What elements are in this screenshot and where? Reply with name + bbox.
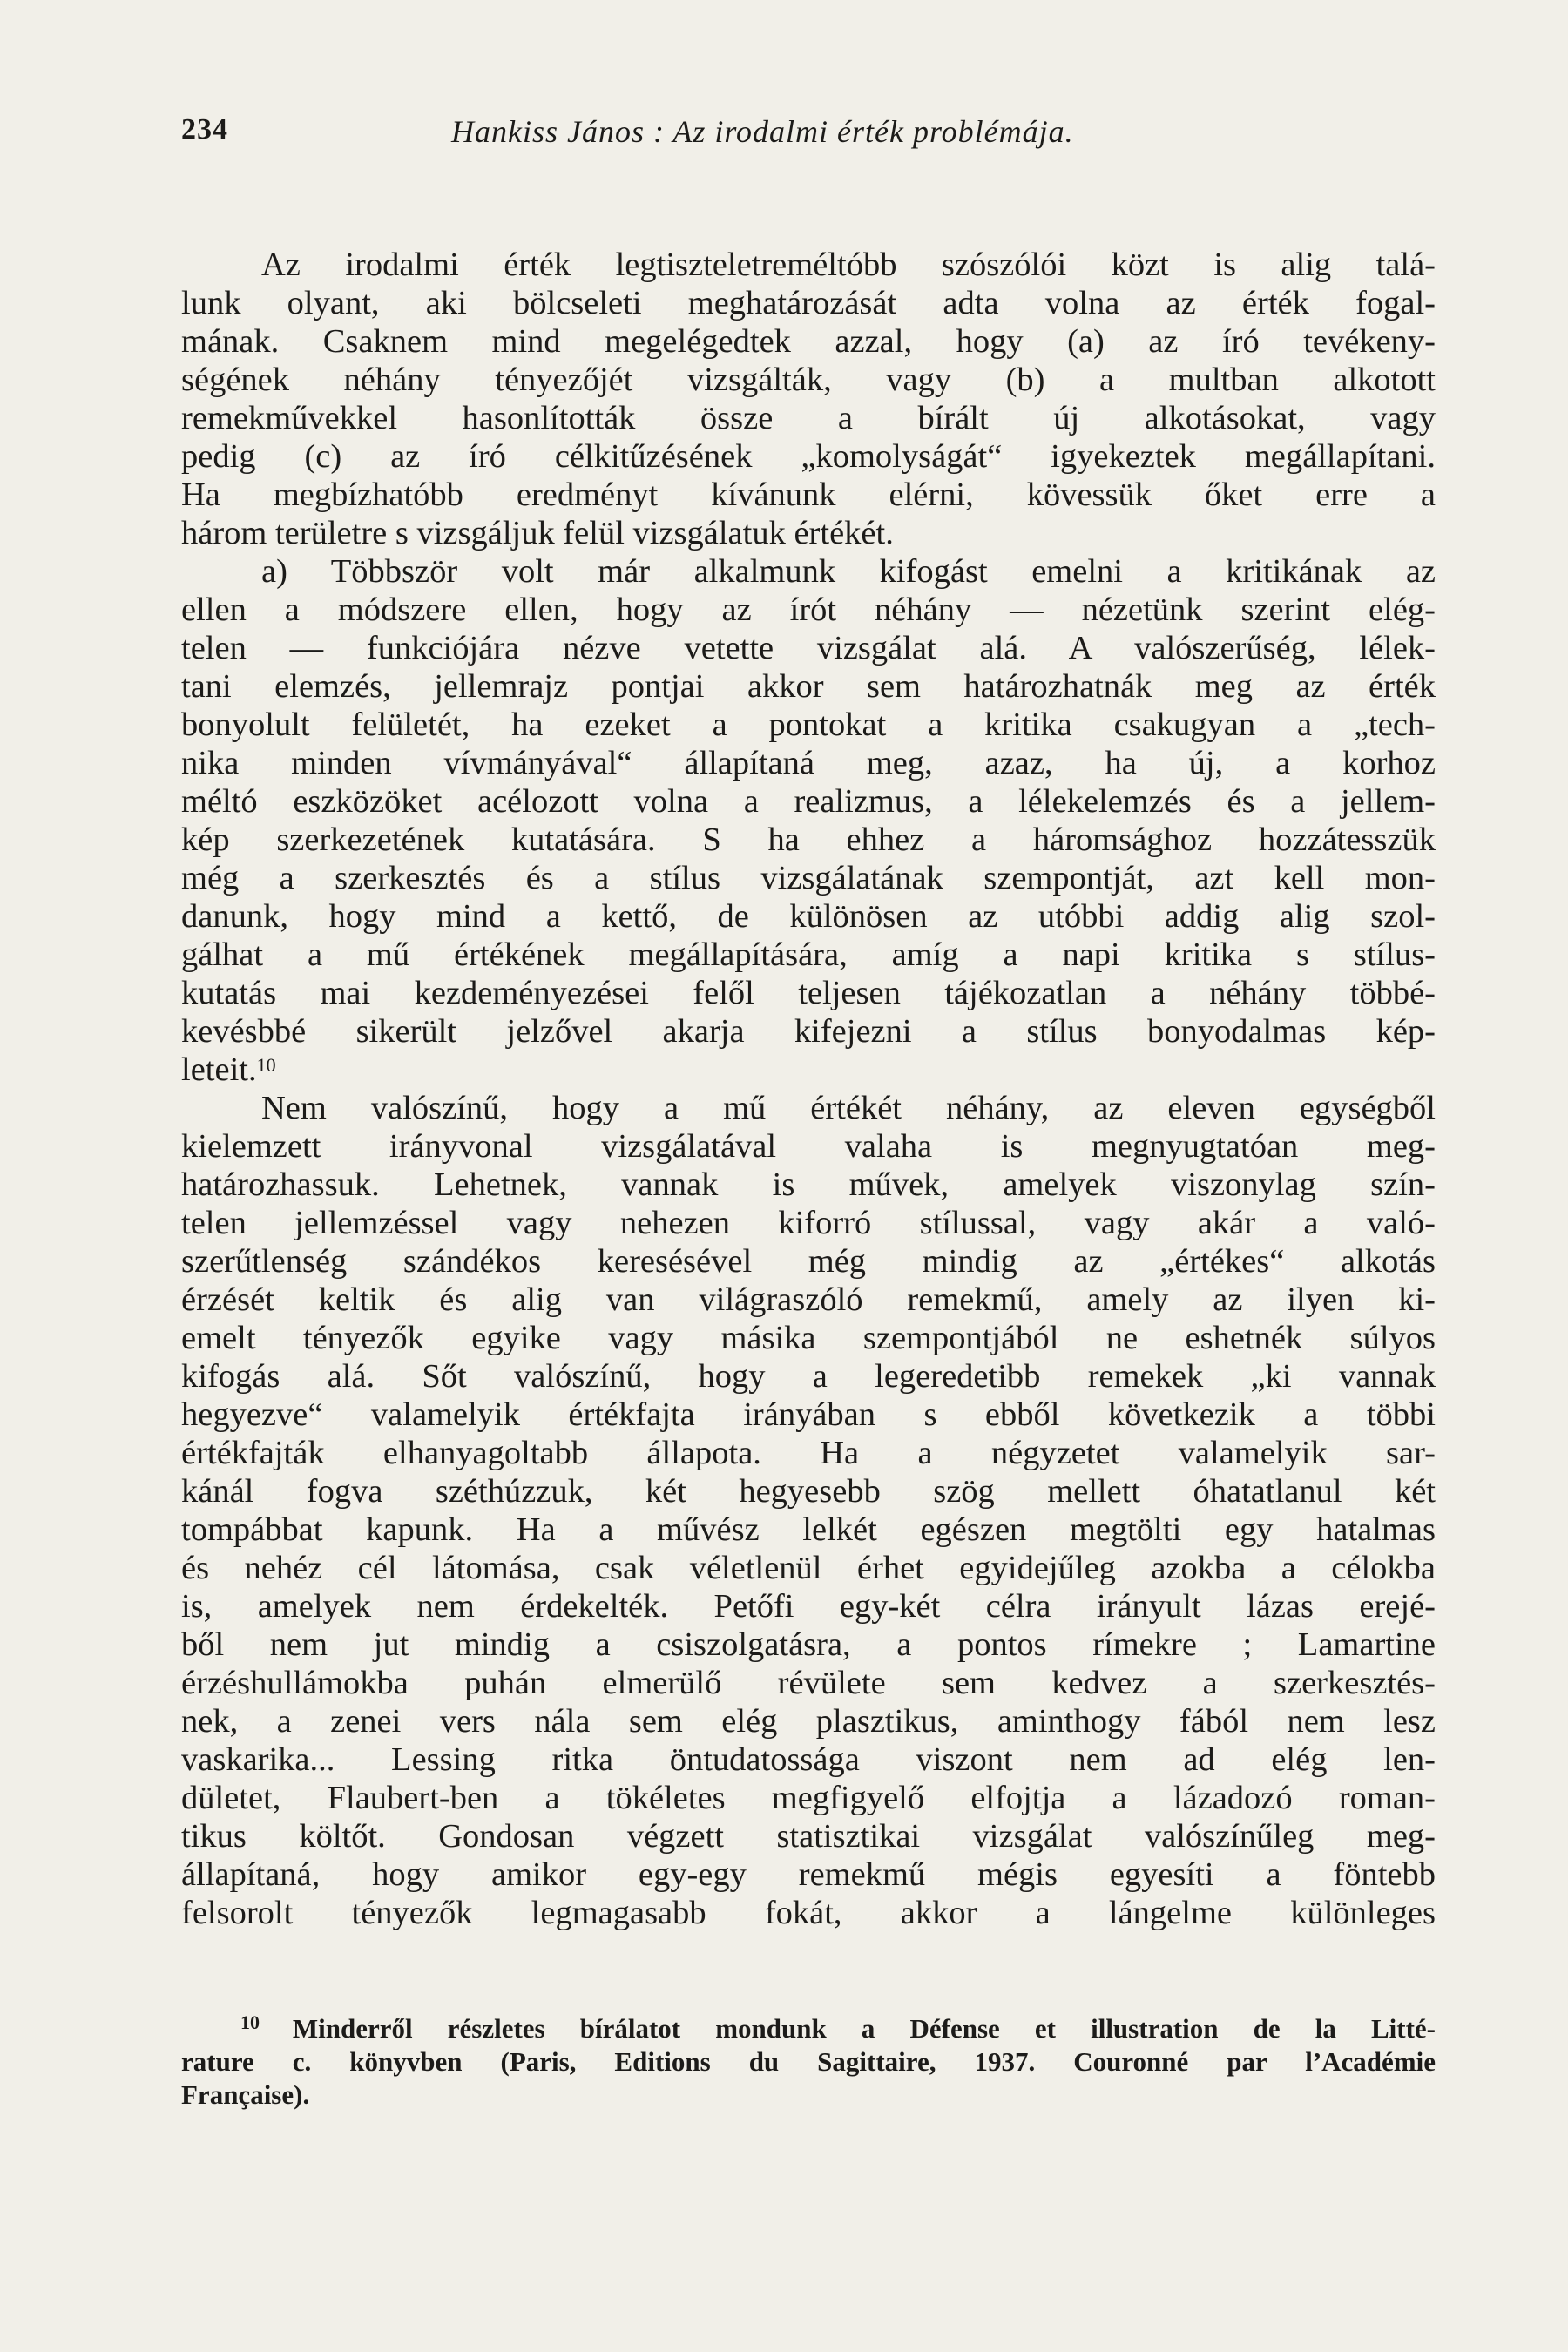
body-line xyxy=(181,1549,1436,1587)
body-line xyxy=(181,322,1436,361)
body-line xyxy=(181,859,1436,897)
page-header xyxy=(181,113,1436,166)
body-line-text: méltó eszközöket acélozott volna a realizmus, a lélekelemzés és a jellem- xyxy=(181,783,1436,820)
body-line xyxy=(181,1396,1436,1434)
footnote-line xyxy=(181,2078,1436,2112)
body-line xyxy=(181,1434,1436,1472)
body-text xyxy=(181,246,1436,1932)
body-line xyxy=(181,667,1436,706)
body-line-text: tani elemzés, jellemrajz pontjai akkor sem határozhatnák meg az érték xyxy=(181,668,1436,705)
body-line-text: határozhassuk. Lehetnek, vannak is művek, amelyek viszonylag szín- xyxy=(181,1166,1436,1203)
body-line xyxy=(181,1204,1436,1242)
footnote-line-text: Minderről részletes bírálatot mondunk a Défense et illustration de la Litté- xyxy=(292,2013,1436,2044)
body-line xyxy=(181,821,1436,859)
body-line xyxy=(181,1127,1436,1166)
body-line xyxy=(181,552,1436,591)
body-line-text: vaskarika... Lessing ritka öntudatossága viszont nem ad elég len- xyxy=(181,1741,1436,1778)
body-line xyxy=(181,1166,1436,1204)
body-line xyxy=(181,361,1436,399)
body-line-text: ségének néhány tényezőjét vizsgálták, vagy (b) a multban alkotott xyxy=(181,362,1436,398)
body-line-text: ből nem jut mindig a csiszolgatásra, a pontos rímekre ; Lamartine xyxy=(181,1626,1436,1663)
body-line-text: kánál fogva széthúzzuk, két hegyesebb szög mellett óhatatlanul két xyxy=(181,1473,1436,1510)
body-line xyxy=(181,974,1436,1012)
body-line-text: érzéshullámokba puhán elmerülő révülete sem kedvez a szerkesztés- xyxy=(181,1665,1436,1701)
body-line-text: kielemzett irányvonal vizsgálatával valaha is megnyugtatóan meg- xyxy=(181,1128,1436,1165)
body-line xyxy=(181,1089,1436,1127)
footnote-line-text: rature c. könyvben (Paris, Editions du Sagittaire, 1937. Couronné par l’Académie xyxy=(181,2046,1436,2077)
body-line-text: Az irodalmi érték legtiszteletreméltóbb szószólói közt is alig talá- xyxy=(261,247,1436,283)
body-line-text: Ha megbízhatóbb eredményt kívánunk elérni, kövessük őket erre a xyxy=(181,476,1436,513)
body-line-text: tompábbat kapunk. Ha a művész lelkét egészen megtölti egy hatalmas xyxy=(181,1511,1436,1548)
body-line xyxy=(181,1242,1436,1281)
body-line xyxy=(181,1664,1436,1702)
body-line xyxy=(181,437,1436,476)
body-line xyxy=(181,782,1436,821)
body-line xyxy=(181,1817,1436,1855)
body-line-text: dületet, Flaubert-ben a tökéletes megfigyelő elfojtja a lázadozó roman- xyxy=(181,1780,1436,1816)
body-line xyxy=(181,1740,1436,1779)
body-line-text: emelt tényezők egyike vagy másika szempontjából ne eshetnék súlyos xyxy=(181,1320,1436,1356)
body-line xyxy=(181,399,1436,437)
body-line-text: kevésbbé sikerült jelzővel akarja kifejezni a stílus bonyodalmas kép- xyxy=(181,1013,1436,1050)
body-line xyxy=(181,1281,1436,1319)
body-line-text: hegyezve“ valamelyik értékfajta irányában s ebből következik a többi xyxy=(181,1396,1436,1433)
body-line-text: érzését keltik és alig van világraszóló remekmű, amely az ilyen ki- xyxy=(181,1281,1436,1318)
footnote-marker: 10 xyxy=(240,2011,293,2033)
body-line-text: gálhat a mű értékének megállapítására, amíg a napi kritika s stílus- xyxy=(181,936,1436,973)
body-line-text: felsorolt tényezők legmagasabb fokát, akkor a lángelme különleges xyxy=(181,1895,1436,1931)
body-line-text: három területre s vizsgáljuk felül vizsgálatuk értékét. xyxy=(181,515,894,551)
body-line xyxy=(181,706,1436,744)
body-line-text: telen — funkciójára nézve vetette vizsgálat alá. A valószerűség, lélek- xyxy=(181,630,1436,666)
body-line-text: tikus költőt. Gondosan végzett statisztikai vizsgálat valószínűleg meg- xyxy=(181,1818,1436,1855)
body-line-text: bonyolult felületét, ha ezeket a pontokat a kritika csakugyan a „tech- xyxy=(181,706,1436,743)
body-line-text: leteit. xyxy=(181,1051,257,1088)
footnote-reference: 10 xyxy=(256,1054,276,1076)
body-line xyxy=(181,744,1436,782)
body-line-text: telen jellemzéssel vagy nehezen kiforró stílussal, vagy akár a való- xyxy=(181,1205,1436,1241)
footnote-line-text: Française). xyxy=(181,2079,310,2110)
body-line xyxy=(181,1779,1436,1817)
body-line-text: kutatás mai kezdeményezései felől teljesen tájékozatlan a néhány többé- xyxy=(181,975,1436,1011)
page-number: 234 xyxy=(181,113,228,145)
body-line-text: és nehéz cél látomása, csak véletlenül érhet egyidejűleg azokba a célokba xyxy=(181,1550,1436,1586)
body-line xyxy=(181,284,1436,322)
body-line xyxy=(181,936,1436,974)
body-line xyxy=(181,1625,1436,1664)
body-line-text: ellen a módszere ellen, hogy az írót néhány — nézetünk szerint elég- xyxy=(181,591,1436,628)
body-line xyxy=(181,897,1436,936)
body-line xyxy=(181,246,1436,284)
footnote-line xyxy=(181,2012,1436,2045)
body-line-text: pedig (c) az író célkitűzésének „komolyságát“ igyekeztek megállapítani. xyxy=(181,438,1436,475)
body-line-text: kép szerkezetének kutatására. S ha ehhez a háromsághoz hozzátesszük xyxy=(181,821,1436,858)
body-line xyxy=(181,1051,1436,1089)
body-line-text: kifogás alá. Sőt valószínű, hogy a legeredetibb remekek „ki vannak xyxy=(181,1358,1436,1395)
body-line-text: remekművekkel hasonlították össze a bírált új alkotásokat, vagy xyxy=(181,400,1436,436)
body-line xyxy=(181,476,1436,514)
body-line xyxy=(181,1012,1436,1051)
body-line xyxy=(181,1472,1436,1511)
body-line-text: nika minden vívmányával“ állapítaná meg, azaz, ha új, a korhoz xyxy=(181,745,1436,781)
body-line-text: mának. Csaknem mind megelégedtek azzal, hogy (a) az író tevékeny- xyxy=(181,323,1436,360)
body-line xyxy=(181,1511,1436,1549)
body-line xyxy=(181,1702,1436,1740)
body-line xyxy=(181,514,1436,552)
body-line xyxy=(181,1855,1436,1894)
body-line-text: danunk, hogy mind a kettő, de különösen az utóbbi addig alig szol- xyxy=(181,898,1436,935)
body-line xyxy=(181,1319,1436,1357)
body-line xyxy=(181,1587,1436,1625)
body-line-text: lunk olyant, aki bölcseleti meghatározását adta volna az érték fogal- xyxy=(181,285,1436,321)
body-line-text: Nem valószínű, hogy a mű értékét néhány, az eleven egységből xyxy=(261,1090,1436,1126)
body-line-text: szerűtlenség szándékos keresésével még mindig az „értékes“ alkotás xyxy=(181,1243,1436,1280)
body-line xyxy=(181,591,1436,629)
body-line xyxy=(181,629,1436,667)
body-line-text: a) Többször volt már alkalmunk kifogást emelni a kritikának az xyxy=(261,553,1436,590)
footnote xyxy=(181,2012,1436,2112)
body-line xyxy=(181,1894,1436,1932)
body-line-text: értékfajták elhanyagoltabb állapota. Ha a négyzetet valamelyik sar- xyxy=(181,1435,1436,1471)
body-line-text: állapítaná, hogy amikor egy-egy remekmű mégis egyesíti a föntebb xyxy=(181,1856,1436,1893)
running-title: Hankiss János : Az irodalmi érték problémája. xyxy=(451,114,1074,149)
body-line xyxy=(181,1357,1436,1396)
footnote-line xyxy=(181,2045,1436,2078)
body-line-text: még a szerkesztés és a stílus vizsgálatának szempontját, azt kell mon- xyxy=(181,860,1436,896)
body-line-text: nek, a zenei vers nála sem elég plasztikus, aminthogy fából nem lesz xyxy=(181,1703,1436,1740)
body-line-text: is, amelyek nem érdekelték. Petőfi egy-két célra irányult lázas erejé- xyxy=(181,1588,1436,1625)
